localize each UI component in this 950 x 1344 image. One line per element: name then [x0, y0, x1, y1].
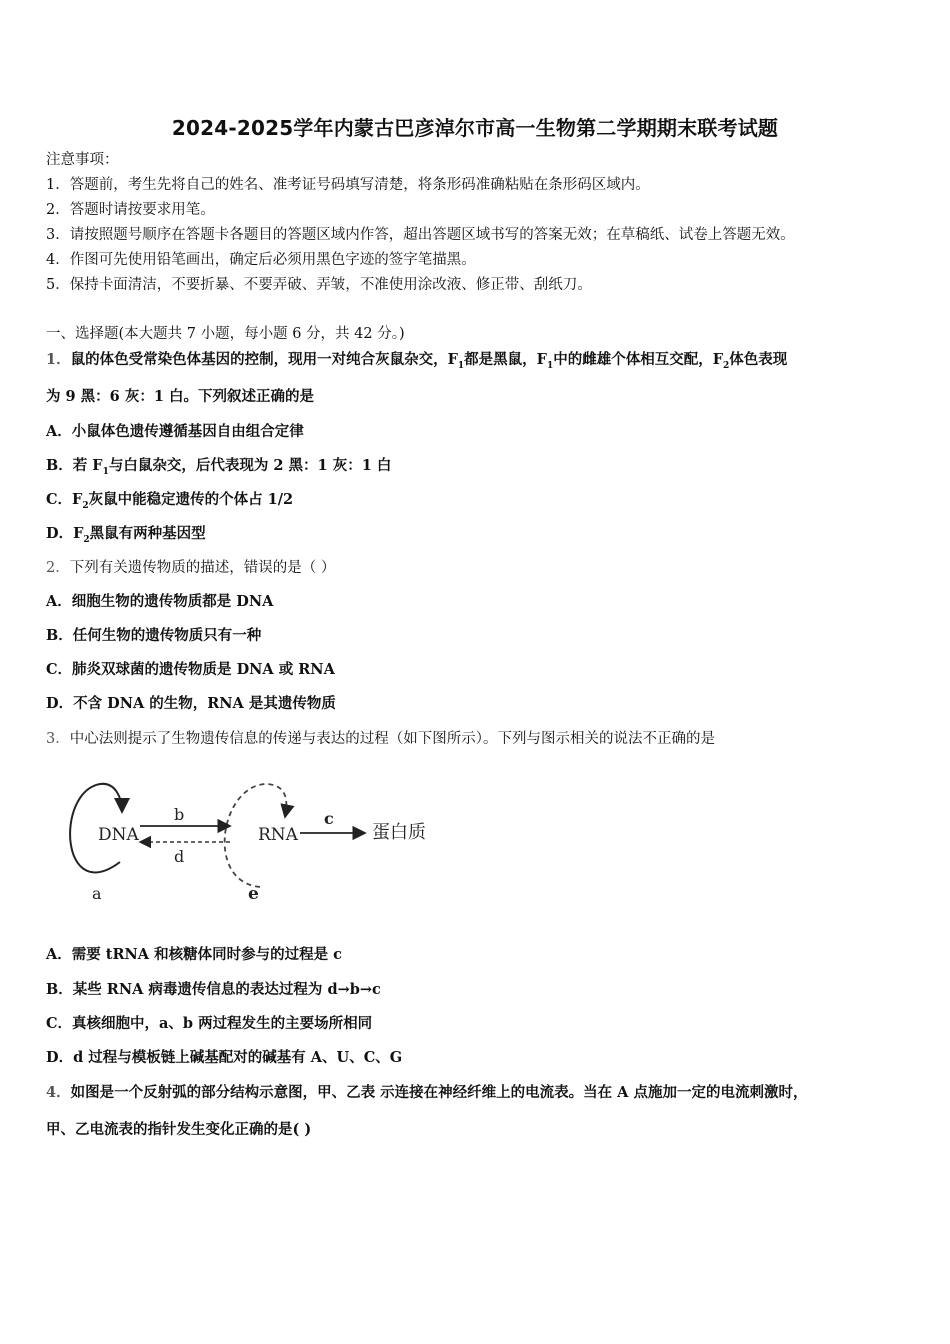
label-d: d	[174, 847, 185, 866]
option-b: B．若 $F_1$与白鼠杂交，后代表现为 2 黑：1 灰：1 白	[46, 457, 392, 477]
notice-item: 5．保持卡面清洁，不要折暴、不要弄破、弄皱，不准使用涂改液、修正带、刮纸刀。	[46, 277, 592, 293]
option-b: B．某些 RNA 病毒遗传信息的表达过程为 d→b→c	[46, 981, 381, 998]
question-number: 3．	[46, 731, 70, 747]
question-3-stem: 3．中心法则提示了生物遗传信息的传递与表达的过程（如下图所示）。下列与图示相关的说法不正确的是	[46, 731, 715, 747]
question-number: 4．	[46, 1084, 71, 1101]
notice-item: 1．答题前，考生先将自己的姓名、准考证号码填写清楚，将条形码准确粘贴在条形码区域内。	[46, 177, 650, 193]
question-4-stem-line2: 甲、乙电流表的指针发生变化正确的是( )	[46, 1121, 312, 1138]
question-2-stem: 2．下列有关遗传物质的描述，错误的是（ ）	[46, 560, 336, 576]
option-a: A．需要 tRNA 和核糖体同时参与的过程是 c	[46, 946, 342, 963]
option-c: C．肺炎双球菌的遗传物质是 DNA 或 RNA	[46, 661, 335, 678]
option-a: A．细胞生物的遗传物质都是 DNA	[46, 593, 274, 610]
notice-item: 4．作图可先使用铅笔画出，确定后必须用黑色字迹的签字笔描黑。	[46, 252, 476, 268]
label-e: e	[248, 884, 259, 904]
option-d: D．d 过程与模板链上碱基配对的碱基有 A、U、C、G	[46, 1049, 403, 1066]
page-title: 2024-2025学年内蒙古巴彦淖尔市高一生物第二学期期末联考试题	[171, 116, 779, 140]
central-dogma-diagram	[60, 772, 440, 912]
notice-item: 3．请按照题号顺序在答题卡各题目的答题区域内作答，超出答题区域书写的答案无效；在草稿纸、试卷上答题无效。	[46, 227, 795, 243]
option-c: C．真核细胞中，a、b 两过程发生的主要场所相同	[46, 1015, 373, 1032]
option-c: C．$F_2$灰鼠中能稳定遗传的个体占 1/2	[46, 491, 294, 511]
label-c: c	[324, 809, 334, 828]
question-1-stem-line2: 为 9 黑：6 灰：1 白。下列叙述正确的是	[46, 388, 314, 405]
question-4-stem: 4．如图是一个反射弧的部分结构示意图，甲、乙表 示连接在神经纤维上的电流表。当在 A 点施加一定的电流刺激时，	[46, 1084, 808, 1101]
option-d: D．不含 DNA 的生物，RNA 是其遗传物质	[46, 695, 336, 712]
notice-item: 2．答题时请按要求用笔。	[46, 202, 215, 218]
label-a: a	[92, 884, 102, 903]
option-a: A．小鼠体色遗传遵循基因自由组合定律	[46, 423, 304, 440]
notice-heading: 注意事项：	[46, 152, 119, 168]
dna-label: DNA	[98, 825, 139, 845]
option-b: B．任何生物的遗传物质只有一种	[46, 627, 262, 644]
question-1-stem: 1．鼠的体色受常染色体基因的控制，现用一对纯合灰鼠杂交，$F_1$都是黑鼠，$F_1$中的雌雄个体相互交配，$F_2$体色表现	[46, 351, 788, 371]
question-number: 2．	[46, 560, 70, 576]
section-heading: 一、选择题(本大题共 7 小题，每小题 6 分，共 42 分。)	[46, 326, 405, 342]
label-b: b	[174, 805, 185, 824]
question-number: 1．	[46, 351, 71, 368]
option-d: D．$F_2$黑鼠有两种基因型	[46, 525, 206, 545]
rna-label: RNA	[258, 825, 298, 845]
protein-label: 蛋白质	[372, 822, 426, 843]
